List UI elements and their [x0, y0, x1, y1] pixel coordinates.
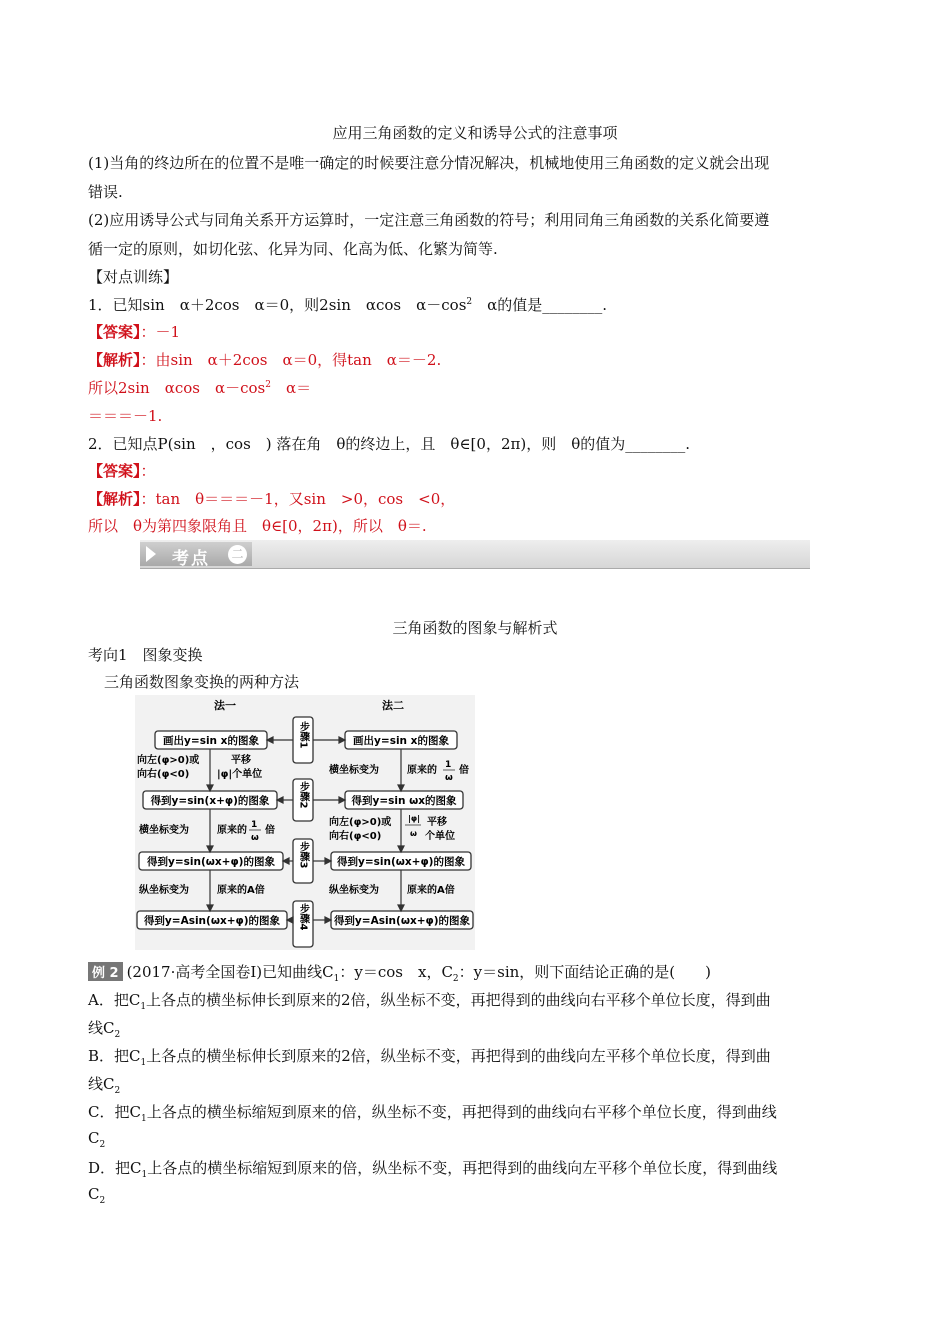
left-frac-den: ω — [251, 833, 259, 843]
question-1-answer — [88, 321, 180, 342]
option-d-sub: 1 — [141, 1170, 148, 1180]
question-2-answer — [88, 460, 156, 481]
option-d-end-sub: 2 — [99, 1196, 106, 1206]
banner-number: 二 — [228, 545, 247, 564]
left-t3b: 原来的A倍 — [217, 885, 265, 896]
option-b-end: 线C — [88, 1075, 115, 1093]
answer-label: 【答案】 — [88, 323, 141, 341]
option-d-line1 — [88, 1157, 777, 1180]
right-t1b: 原来的 — [407, 765, 437, 776]
paragraph-2-line2: 循一定的原则，如切化弦、化异为同、化高为低、化繁为简等. — [88, 240, 498, 258]
question-1-analysis-line3: ＝＝＝－1. — [88, 407, 163, 425]
right-frac-num: 1 — [445, 760, 452, 770]
option-b-line2 — [88, 1073, 120, 1096]
right-t2a: 向左(φ>0)或 — [329, 817, 392, 828]
paragraph-2-line1: (2)应用诱导公式与同角关系开方运算时，一定注意三角函数的符号；利用同角三角函数的关系化简要遵 — [88, 211, 770, 229]
right-t3b: 原来的A倍 — [407, 885, 455, 896]
step-1-text: 步骤1 — [297, 721, 309, 749]
option-b-line1 — [88, 1045, 771, 1068]
analysis-label: 【解析】 — [88, 490, 141, 508]
left-box-1-text: 画出y=sin x的图象 — [163, 735, 259, 747]
option-a-end: 线C — [88, 1019, 115, 1037]
section-title-2: 三角函数的图象与解析式 — [392, 619, 558, 637]
example-stem-b: ：y＝cos x，C — [339, 963, 453, 981]
example-stem-c: ：y＝sin，则下面结论正确的是( ) — [458, 963, 711, 981]
right-frac2-den: ω — [410, 829, 417, 838]
left-box-4-text: 得到y=Asin(ωx+φ)的图象 — [143, 915, 281, 927]
option-c-prefix: C．把C — [88, 1103, 141, 1121]
example-sub2: 2 — [452, 974, 459, 984]
left-t2b: 原来的 — [217, 825, 247, 836]
option-d-line2 — [88, 1185, 105, 1206]
question-1-stem: 1．已知sin α＋2cos α＝0，则2sin αcos α－cos — [88, 296, 467, 314]
answer-value: ： — [140, 462, 156, 480]
right-t1a: 横坐标变为 — [329, 765, 379, 776]
right-t2c: 平移 — [427, 817, 447, 828]
direction-heading: 考向1 图象变换 — [88, 646, 203, 664]
example-badge: 例 2 — [88, 962, 123, 981]
right-box-3-text: 得到y=sin(ωx+φ)的图象 — [337, 856, 465, 868]
play-arrow-icon — [146, 546, 156, 562]
right-box-1-text: 画出y=sin x的图象 — [353, 735, 449, 747]
banner-label: 考点 — [172, 549, 210, 569]
example-sub1: 1 — [333, 974, 340, 984]
step-2-text: 步骤2 — [297, 781, 309, 809]
option-a-end-sub: 2 — [114, 1030, 121, 1040]
transform-diagram — [135, 695, 475, 950]
analysis-text: ：tan θ＝＝＝－1，又sin >0，cos <0， — [140, 490, 456, 508]
right-t2b: 向右(φ<0) — [329, 831, 382, 842]
option-d-text: 上各点的横坐标缩短到原来的倍，纵坐标不变，再把得到的曲线向左平移个单位长度，得到曲线 — [147, 1159, 778, 1177]
paragraph-1-line2: 错误. — [88, 183, 123, 201]
question-1-analysis — [88, 349, 441, 370]
option-b-end-sub: 2 — [114, 1086, 121, 1096]
analysis-label: 【解析】 — [88, 351, 141, 369]
training-heading: 【对点训练】 — [88, 268, 179, 286]
right-t3a: 纵坐标变为 — [329, 885, 379, 896]
option-c-line1 — [88, 1101, 777, 1124]
option-a-line2 — [88, 1017, 120, 1040]
right-frac2-num: |φ| — [408, 814, 421, 823]
question-2-analysis-line2: 所以 θ为第四象限角且 θ∈[0，2π)，所以 θ＝. — [88, 517, 427, 535]
left-t2a: 横坐标变为 — [139, 825, 189, 836]
option-d-end: C — [88, 1185, 100, 1203]
analysis-text: ：由sin α＋2cos α＝0，得tan α＝－2. — [140, 351, 442, 369]
step-3-text: 步骤3 — [297, 841, 309, 869]
option-a-line1 — [88, 989, 771, 1012]
analysis-line2a: 所以2sin αcos α－cos — [88, 379, 266, 397]
left-box-3-text: 得到y=sin(ωx+φ)的图象 — [147, 856, 275, 868]
left-t2c: 倍 — [265, 825, 275, 836]
left-box-2-text: 得到y=sin(x+φ)的图象 — [150, 795, 270, 807]
diagram-intro: 三角函数图象变换的两种方法 — [104, 673, 300, 691]
right-frac-den: ω — [445, 773, 453, 783]
question-1-analysis-line2 — [88, 377, 311, 398]
option-c-end-sub: 2 — [99, 1140, 106, 1150]
right-t1c: 倍 — [459, 765, 469, 776]
right-t2d: 个单位 — [425, 831, 455, 842]
option-c-end: C — [88, 1129, 100, 1147]
left-t1c: 平移 — [231, 755, 251, 766]
paragraph-1-line1: (1)当角的终边所在的位置不是唯一确定的时候要注意分情况解决，机械地使用三角函数的定义就会出现 — [88, 154, 770, 172]
left-t3a: 纵坐标变为 — [139, 885, 189, 896]
right-box-4-text: 得到y=Asin(ωx+φ)的图象 — [333, 915, 471, 927]
answer-value: ：－1 — [140, 323, 181, 341]
option-a-text: 上各点的横坐标伸长到原来的2倍，纵坐标不变，再把得到的曲线向右平移个单位长度，得到曲 — [146, 991, 771, 1009]
left-t1d: |φ|个单位 — [217, 769, 263, 780]
question-2-analysis — [88, 488, 455, 509]
left-frac-num: 1 — [251, 820, 258, 830]
step-4-text: 步骤4 — [297, 903, 309, 931]
option-a-sub: 1 — [140, 1002, 147, 1012]
question-1-stem-end: α的值是________. — [472, 296, 608, 314]
method2-label: 法二 — [382, 699, 404, 712]
option-c-line2 — [88, 1129, 105, 1150]
option-b-sub: 1 — [140, 1058, 147, 1068]
option-a-prefix: A．把C — [88, 991, 141, 1009]
question-2: 2．已知点P(sin ，cos ) 落在角 θ的终边上，且 θ∈[0，2π)，则 θ的值为________. — [88, 435, 691, 453]
left-t1b: 向右(φ<0) — [137, 769, 190, 780]
option-c-text: 上各点的横坐标缩短到原来的倍，纵坐标不变，再把得到的曲线向右平移个单位长度，得到曲线 — [146, 1103, 777, 1121]
example-2-stem — [88, 961, 711, 984]
question-1-sup: 2 — [466, 297, 473, 307]
question-1 — [88, 294, 607, 315]
banner-tag — [140, 542, 252, 569]
analysis-line2b: α＝ — [270, 379, 312, 397]
option-b-prefix: B．把C — [88, 1047, 141, 1065]
answer-label: 【答案】 — [88, 462, 141, 480]
right-box-2-text: 得到y=sin ωx的图象 — [351, 795, 457, 807]
option-d-prefix: D．把C — [88, 1159, 142, 1177]
left-t1a: 向左(φ>0)或 — [137, 755, 200, 766]
analysis-line2-sup: 2 — [265, 380, 271, 390]
section-banner — [140, 540, 810, 569]
example-stem-a: (2017·高考全国卷Ⅰ)已知曲线C — [126, 963, 334, 981]
method1-label: 法一 — [214, 699, 236, 712]
section-title-1: 应用三角函数的定义和诱导公式的注意事项 — [332, 124, 618, 142]
option-b-text: 上各点的横坐标伸长到原来的2倍，纵坐标不变，再把得到的曲线向左平移个单位长度，得到曲 — [146, 1047, 771, 1065]
option-c-sub: 1 — [140, 1114, 147, 1124]
